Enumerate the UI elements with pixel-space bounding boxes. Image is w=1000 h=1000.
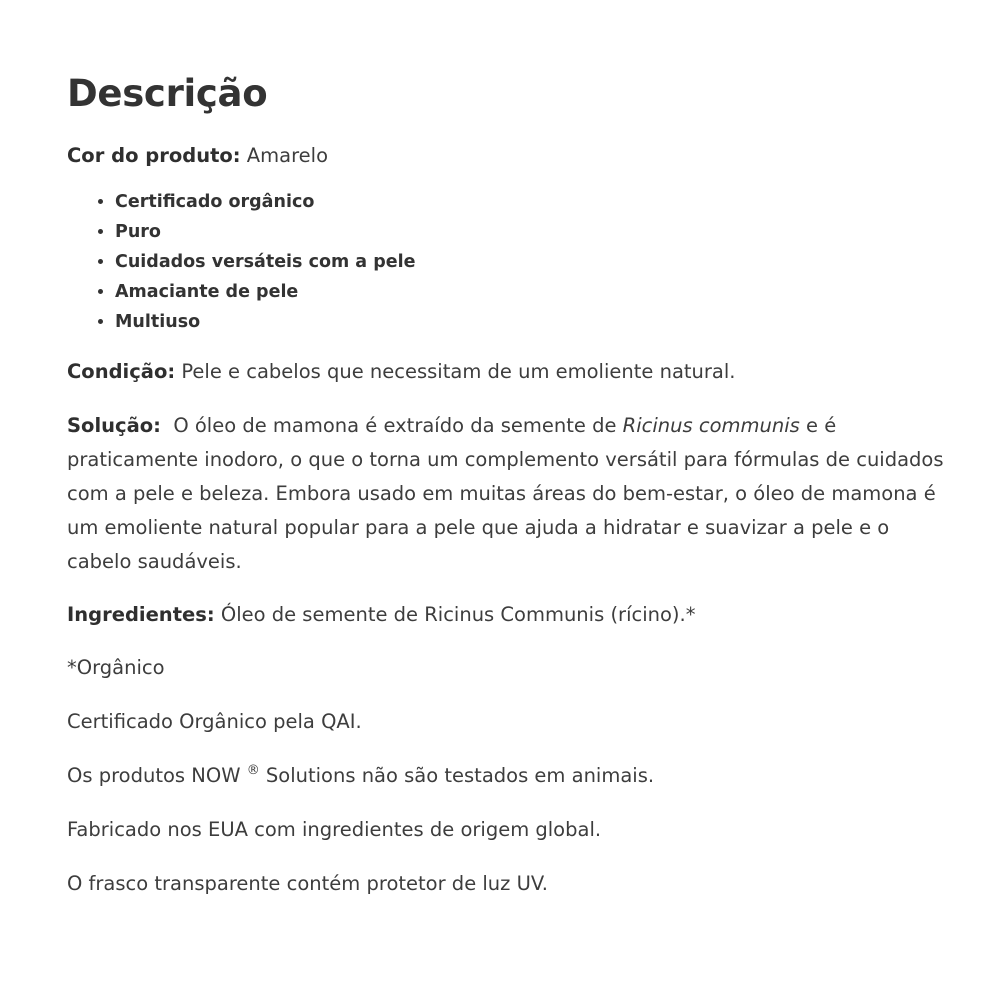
- condition-text: Pele e cabelos que necessitam de um emoliente natural.: [175, 360, 736, 383]
- feature-item: • Multiuso: [115, 307, 947, 337]
- ingredients-text: Óleo de semente de Ricinus Communis (rícino).*: [214, 603, 696, 626]
- cruelty-free-text: [67, 759, 947, 793]
- cruelty-text-start: Os produtos NOW: [67, 764, 247, 787]
- cruelty-text-end: Solutions não são testados em animais.: [259, 764, 655, 787]
- organic-note: *Orgânico: [67, 656, 165, 679]
- species-name: Ricinus communis: [622, 414, 800, 437]
- feature-item: • Cuidados versáteis com a pele: [115, 247, 947, 277]
- feature-list: [67, 187, 947, 337]
- solution-label: Solução:: [67, 414, 161, 437]
- solution-text-end: e é praticamente inodoro, o que o torna um complemento versátil para fórmulas de cuidados com a pele e beleza. Embora usado em muitas áreas do bem-estar, o óleo de mamona é um emoliente natural popular para a pele que ajuda a hidratar e suavizar a pele e o cabelo saudáveis.: [67, 414, 944, 573]
- condition-paragraph: [67, 355, 947, 389]
- registered-mark: ®: [246, 763, 260, 778]
- product-color-label: Cor do produto:: [67, 144, 241, 167]
- feature-item: • Certificado orgânico: [115, 187, 947, 217]
- solution-text-start: O óleo de mamona é extraído da semente de: [160, 414, 623, 437]
- product-color-value: Amarelo: [240, 144, 329, 167]
- page-title: Descrição: [67, 72, 268, 115]
- feature-item: • Puro: [115, 217, 947, 247]
- solution-paragraph: [67, 409, 947, 579]
- feature-item: • Amaciante de pele: [115, 277, 947, 307]
- ingredients-label: Ingredientes:: [67, 603, 215, 626]
- certification-text: Certificado Orgânico pela QAI.: [67, 710, 362, 733]
- bottle-text: O frasco transparente contém protetor de luz UV.: [67, 872, 548, 895]
- ingredients-paragraph: [67, 598, 947, 632]
- product-color: [67, 139, 947, 173]
- origin-text: Fabricado nos EUA com ingredientes de origem global.: [67, 818, 602, 841]
- condition-label: Condição:: [67, 360, 176, 383]
- product-description: [67, 70, 947, 901]
